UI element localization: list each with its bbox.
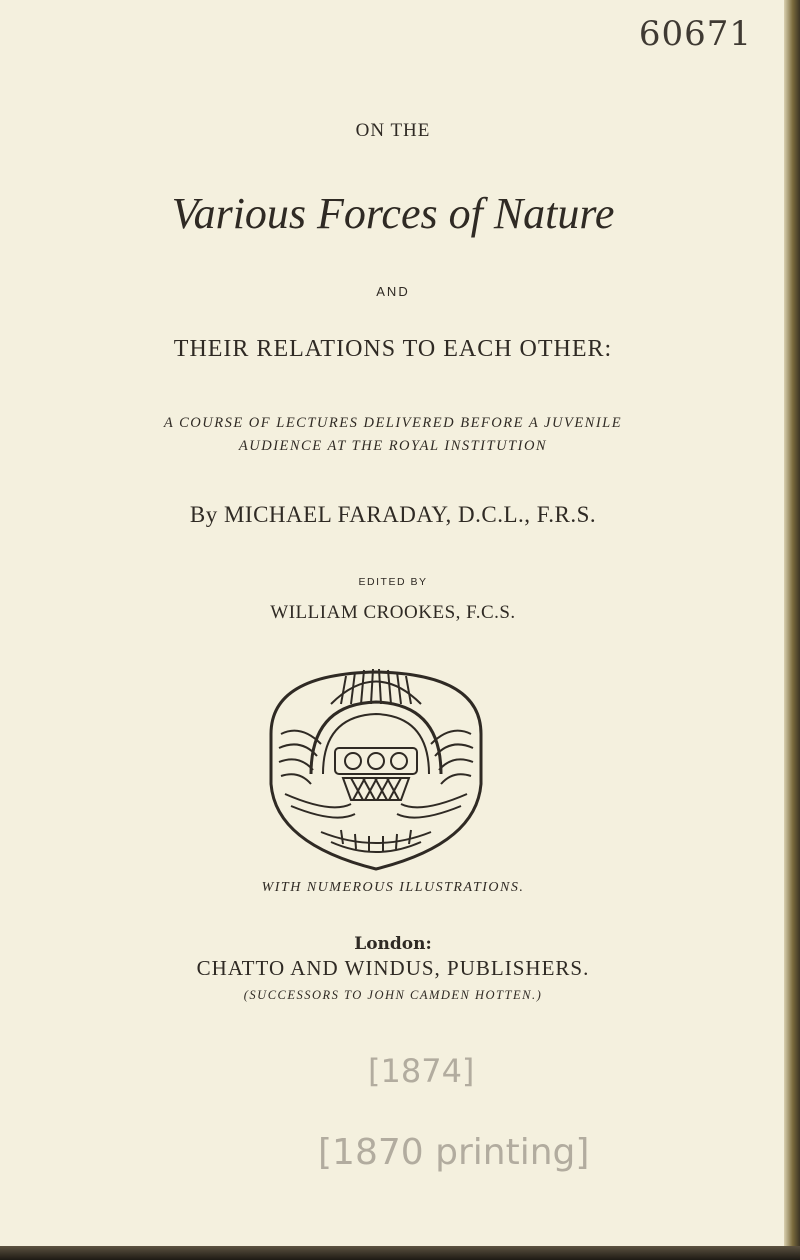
relations-line: THEIR RELATIONS TO EACH OTHER: bbox=[173, 336, 613, 362]
book-spine-edge bbox=[784, 0, 800, 1260]
pencil-annotation-1: [1874] bbox=[368, 1052, 475, 1090]
subtitle-line-2: AUDIENCE AT THE ROYAL INSTITUTION bbox=[238, 438, 548, 454]
place-of-publication: London: bbox=[354, 934, 432, 954]
title-conjunction: AND bbox=[376, 284, 410, 299]
edited-by-label: EDITED BY bbox=[358, 576, 428, 588]
author-line bbox=[0, 502, 786, 528]
subtitle bbox=[0, 412, 786, 458]
publisher-emblem-icon bbox=[251, 664, 501, 874]
main-title: Various Forces of Nature bbox=[171, 189, 615, 238]
successors-note: (SUCCESSORS TO JOHN CAMDEN HOTTEN.) bbox=[243, 988, 543, 1002]
by-word: By bbox=[189, 502, 218, 527]
illustrations-note: WITH NUMEROUS ILLUSTRATIONS. bbox=[261, 880, 525, 895]
publisher-name: CHATTO AND WINDUS, PUBLISHERS. bbox=[196, 956, 590, 980]
editor-name: WILLIAM CROOKES, F.C.S. bbox=[270, 602, 516, 623]
pencil-annotation-2: [1870 printing] bbox=[318, 1132, 590, 1173]
author-name: MICHAEL FARADAY, D.C.L., F.R.S. bbox=[223, 502, 597, 527]
book-bottom-edge bbox=[0, 1246, 800, 1260]
title-prefix: ON THE bbox=[355, 120, 431, 141]
subtitle-line-1: A COURSE OF LECTURES DELIVERED BEFORE A JUVENILE bbox=[163, 415, 623, 431]
catalog-mark: 60671 bbox=[638, 14, 752, 54]
